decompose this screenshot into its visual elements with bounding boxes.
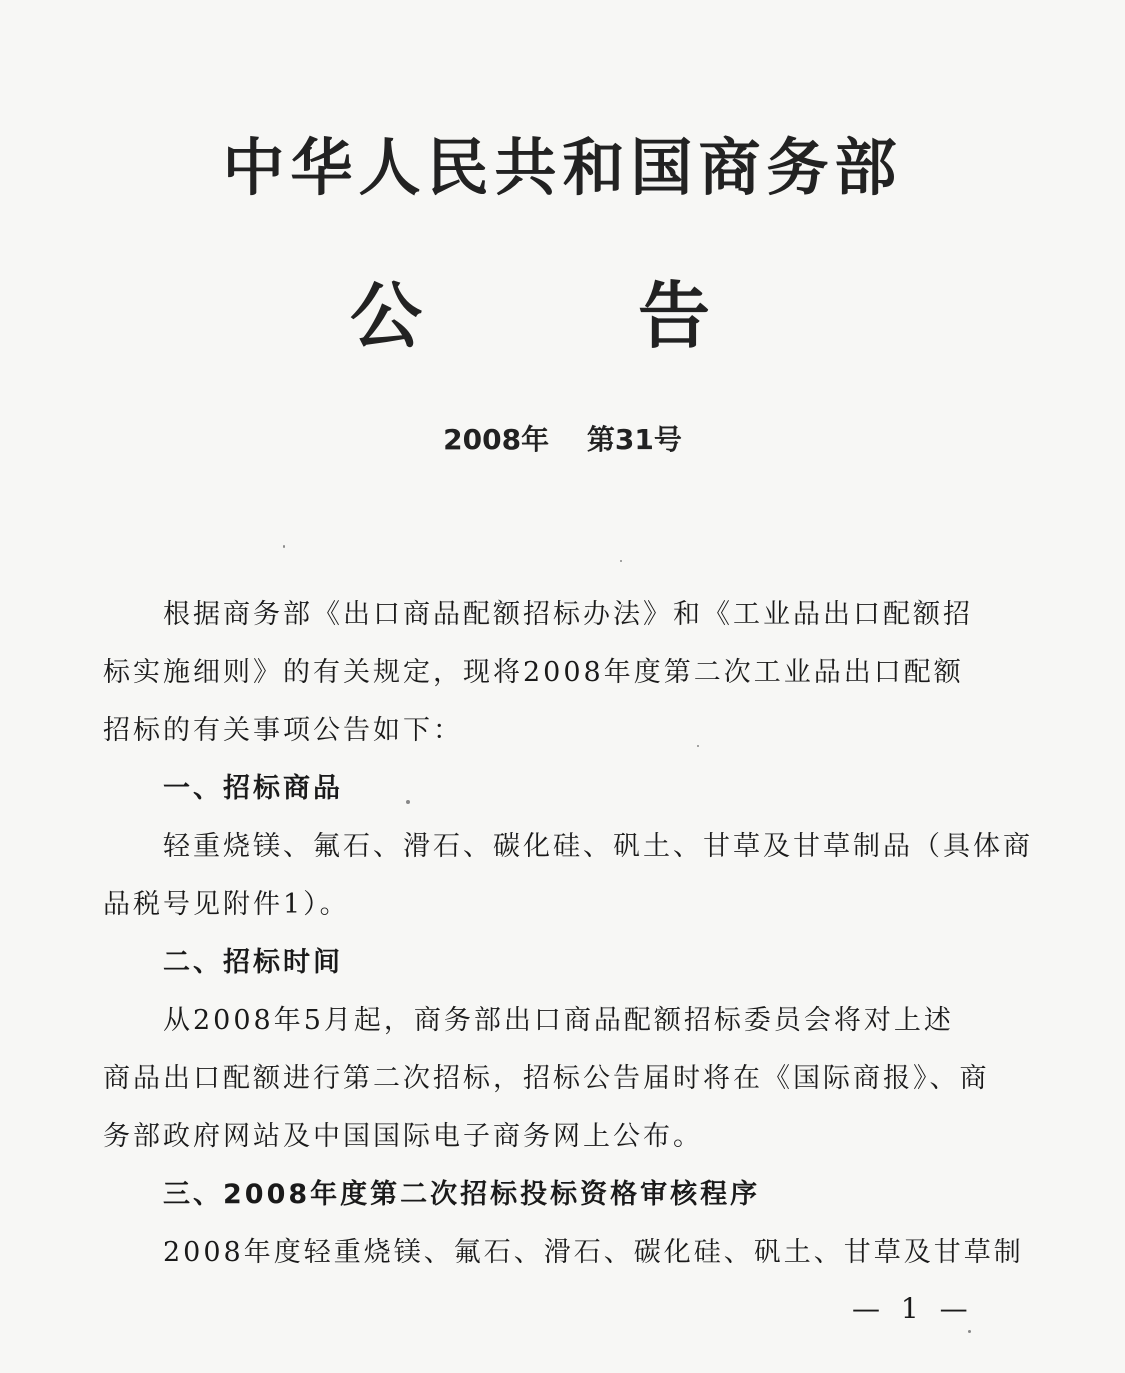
document-serial: 第31号 [586, 423, 682, 456]
intro-line: 标实施细则》的有关规定，现将2008年度第二次工业品出口配额 [103, 657, 964, 688]
section-line: 商品出口配额进行第二次招标，招标公告届时将在《国际商报》、商 [103, 1063, 990, 1094]
announcement-title-char-1: 公 [350, 274, 423, 358]
document-number [0, 418, 1125, 458]
intro-line: 根据商务部《出口商品配额招标办法》和《工业品出口配额招 [163, 599, 973, 630]
section-line: 务部政府网站及中国国际电子商务网上公布。 [103, 1121, 703, 1152]
section-line: 2008年度轻重烧镁、氟石、滑石、碳化硅、矾土、甘草及甘草制 [163, 1237, 1024, 1268]
scan-speck [620, 560, 622, 562]
announcement-title-char-2: 告 [638, 274, 711, 358]
scan-speck [697, 745, 699, 747]
document-year: 2008年 [443, 423, 550, 456]
scan-speck [968, 1330, 971, 1333]
issuing-organization: 中华人民共和国商务部 [222, 131, 903, 204]
section-line: 从2008年5月起，商务部出口商品配额招标委员会将对上述 [163, 1005, 954, 1036]
scan-speck [283, 545, 285, 548]
page-number: — 1 — [852, 1292, 974, 1325]
scan-speck [406, 800, 410, 804]
intro-line: 招标的有关事项公告如下： [103, 715, 463, 746]
section-heading: 三、2008年度第二次招标投标资格审核程序 [163, 1179, 761, 1210]
section-line: 轻重烧镁、氟石、滑石、碳化硅、矾土、甘草及甘草制品（具体商 [163, 831, 1033, 862]
section-heading: 二、招标时间 [163, 947, 343, 978]
section-heading: 一、招标商品 [163, 773, 343, 804]
section-line: 品税号见附件1）。 [103, 889, 350, 920]
